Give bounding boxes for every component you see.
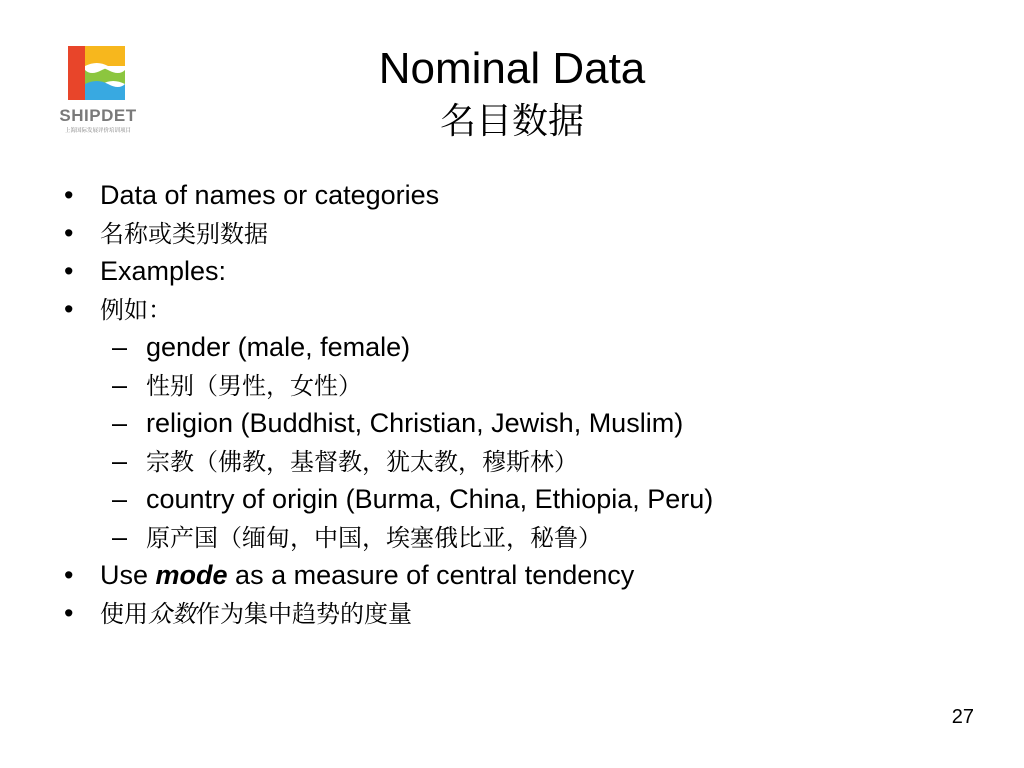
bullet-marker: • [64, 180, 74, 210]
bullet-text-before: Use [100, 560, 156, 590]
sub-bullet-item [112, 328, 410, 366]
bullet-marker: • [64, 294, 74, 324]
bullet-text: Examples: [100, 256, 227, 286]
sub-bullet-item [112, 442, 578, 481]
sub-bullet-marker: – [112, 446, 128, 476]
logo-subtitle-text: 上海国际发展评价培训项目 [64, 128, 131, 134]
bullet-item [64, 290, 172, 329]
bullet-text-after: as a measure of central tendency [227, 560, 635, 590]
bullet-item [64, 556, 634, 594]
sub-bullet-marker: – [112, 370, 128, 400]
sub-bullet-item [112, 366, 362, 405]
sub-bullet-text: religion (Buddhist, Christian, Jewish, Muslim) [146, 408, 684, 438]
bullet-emphasis: mode [155, 560, 228, 590]
sub-bullet-text: country of origin (Burma, China, Ethiopia, Peru) [146, 484, 714, 514]
sub-bullet-item [112, 518, 602, 557]
sub-bullet-item [112, 480, 713, 518]
sub-bullet-marker: – [112, 522, 128, 552]
bullet-marker: • [64, 218, 74, 248]
sub-bullet-text: 原产国（缅甸，中国，埃塞俄比亚，秘鲁） [146, 524, 602, 552]
logo-yellow-block [85, 46, 125, 66]
logo-brand-text: SHIPDET [59, 106, 137, 125]
sub-bullet-marker: – [112, 484, 128, 514]
bullet-marker: • [64, 598, 74, 628]
bullet-item [64, 176, 439, 214]
sub-bullet-item [112, 404, 683, 442]
sub-bullet-marker: – [112, 332, 128, 362]
bullet-item [64, 252, 226, 290]
logo-graphic-icon [52, 44, 144, 106]
sub-bullet-marker: – [112, 408, 128, 438]
bullet-marker: • [64, 256, 74, 286]
shipdet-logo [52, 44, 144, 136]
bullet-text: Data of names or categories [100, 180, 440, 210]
slide-subtitle: 名目数据 [439, 101, 584, 142]
sub-bullet-text: 性别（男性，女性） [146, 372, 362, 400]
page-number: 27 [951, 706, 974, 728]
bullet-text: 例如： [100, 296, 172, 324]
bullet-item [64, 214, 268, 253]
bullet-text-before: 使用 [100, 600, 148, 628]
logo-red-block [68, 46, 85, 100]
slide-title: Nominal Data [378, 44, 646, 93]
bullet-text: 名称或类别数据 [100, 220, 268, 248]
bullet-text-after: 作为集中趋势的度量 [196, 600, 412, 628]
bullet-emphasis: 众数 [148, 600, 196, 628]
bullet-marker: • [64, 560, 74, 590]
bullet-item [64, 594, 412, 633]
sub-bullet-text: 宗教（佛教，基督教，犹太教，穆斯林） [146, 448, 578, 476]
sub-bullet-text: gender (male, female) [146, 332, 411, 362]
logo-blue-wave [85, 81, 125, 100]
